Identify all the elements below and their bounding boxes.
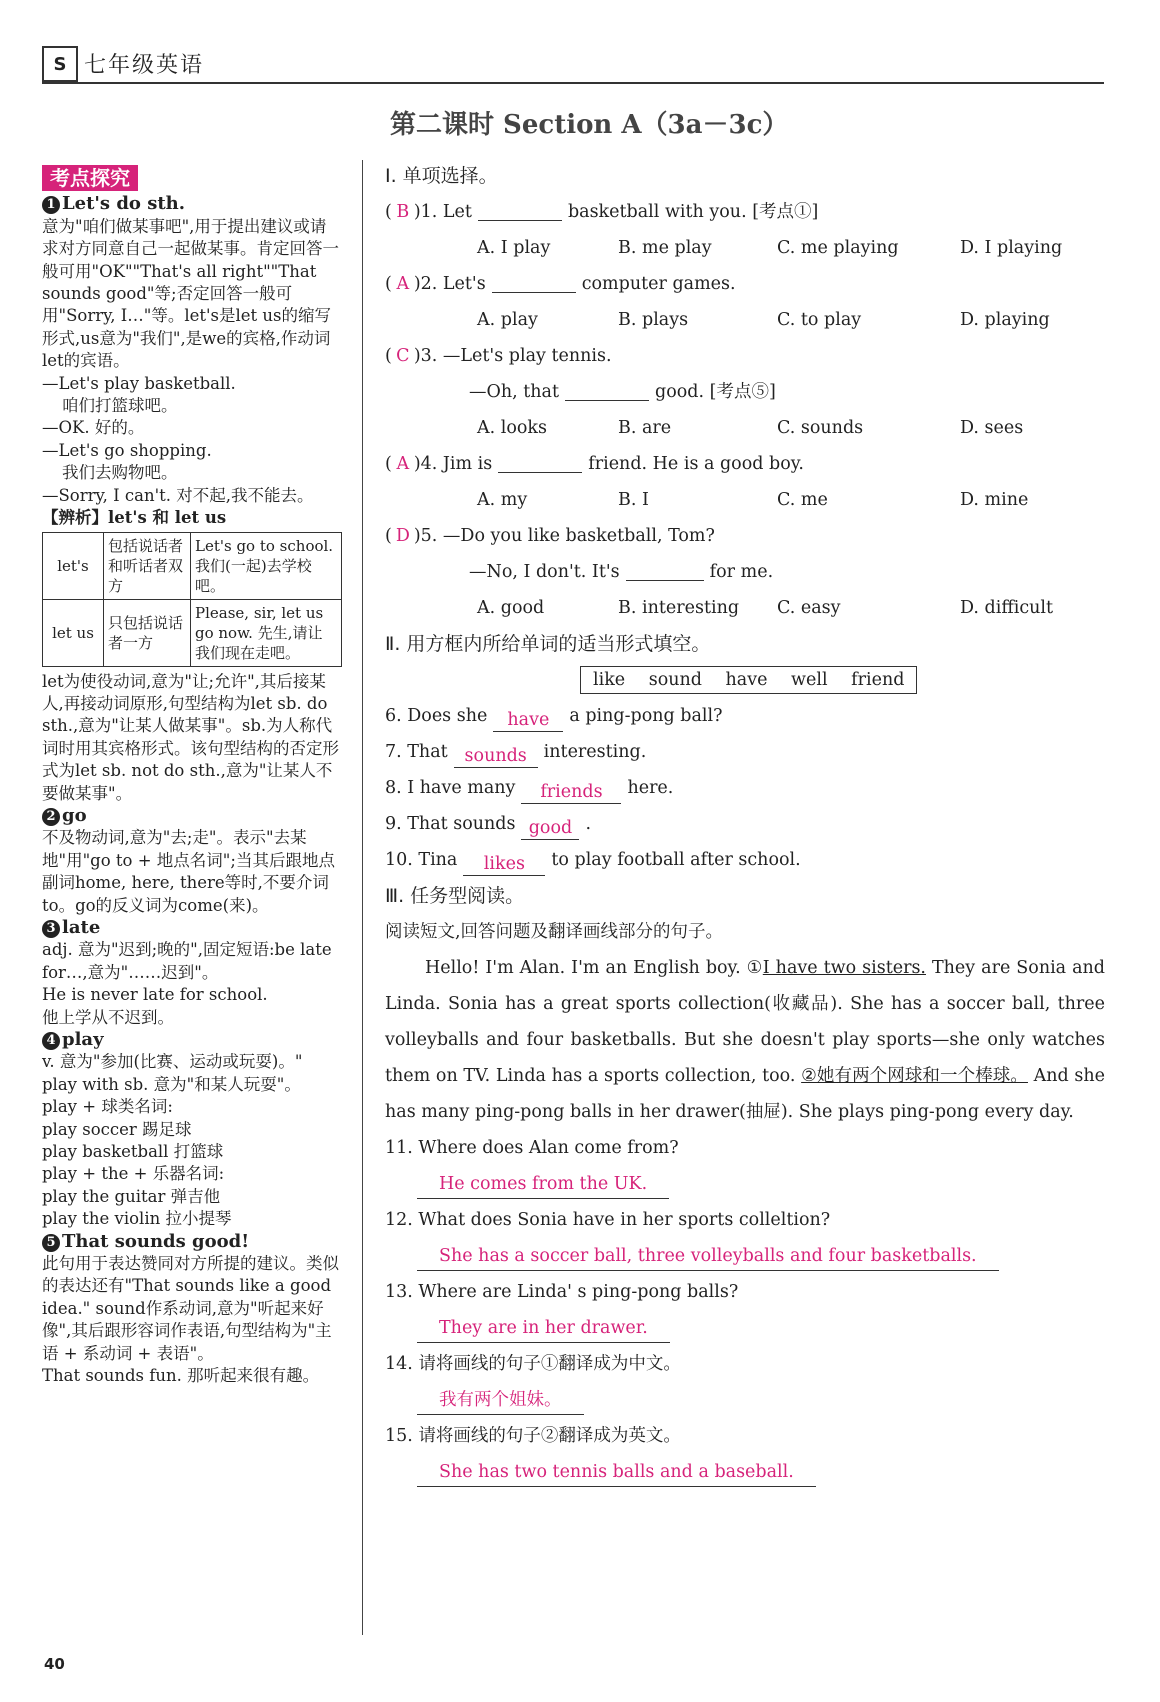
- key-point-2-text: 不及物动词,意为"去;走"。表示"去某地"用"go to + 地点名词";当其后跟地点副词home, here, there等时,不要介词to。go的反义词为come(来)。: [42, 828, 335, 915]
- fill-question: 7. That sounds interesting.: [385, 742, 647, 766]
- key-point-4-line: play the guitar 弹吉他: [42, 1186, 221, 1206]
- word-box-row: [385, 662, 1105, 698]
- table-row: let's 包括说话者和听话者双方 Let's go to school. 我们(一起)去学校吧。: [43, 532, 342, 599]
- key-point-1-text: 意为"咱们做某事吧",用于提出建议或请求对方同意自己一起做某事。肯定回答一般可用"OK""That's all right""That sounds good"等;否定回答一般可用"Sorry, I…"等。let's是let us的缩写形式,us意为"我们",是we的宾格,作动词let的宾语。: [42, 216, 339, 371]
- section-1-heading: Ⅰ. 单项选择。: [385, 165, 498, 187]
- answer-blank: likes: [463, 853, 545, 876]
- reading-question: 11. Where does Alan come from?: [385, 1138, 679, 1158]
- table-row: let us 只包括说话者一方 Please, sir, let us go now. 先生,请让我们现在走吧。: [43, 599, 342, 666]
- reading-passage: Hello! I'm Alan. I'm an English boy. ①I have two sisters. They are Sonia and Linda. Sonia has a great sports collection(收藏品). She has a soccer ball, three volleyballs and four basketballs. But she doesn't play sports—she only watches them on TV. Linda has a sports collection, too. ②她有两个网球和一个棒球。 And she has many ping-pong balls in her drawer(抽屉). She plays ping-pong every day.: [385, 958, 1106, 1122]
- fill-question: 10. Tina likes to play football after school.: [385, 850, 801, 874]
- answer-blank: [626, 558, 704, 581]
- key-point-1-title: 1 Let's do sth.: [42, 193, 342, 215]
- mc-options: A. good B. interesting C. easy D. difficult: [477, 598, 1054, 618]
- answer-blank: sounds: [454, 745, 538, 768]
- example-line: 我们去购物吧。: [62, 463, 178, 483]
- example-line: That sounds fun. 那听起来很有趣。: [42, 1366, 320, 1386]
- analysis-heading: 【辨析】let's 和 let us: [42, 508, 227, 528]
- answer-mark: A: [396, 274, 410, 294]
- answer-blank: [478, 198, 562, 221]
- reading-instructions: 阅读短文,回答问题及翻译画线部分的句子。: [385, 922, 724, 942]
- key-point-3-text: adj. 意为"迟到;晚的",固定短语:be late for…,意为"……迟到"。: [42, 940, 332, 982]
- key-point-5-text: 此句用于表达赞同对方所提的建议。类似的表达还有"That sounds like a good idea." sound作系动词,意为"听起来好像",其后跟形容词作表语,句型结构为"主语 + 系动词 + 表语"。: [42, 1254, 339, 1363]
- underlined-sentence-1: I have two sisters.: [762, 958, 926, 978]
- mc-question-line2: —No, I don't. It's for me.: [385, 554, 1105, 590]
- publisher-logo: S: [42, 46, 78, 82]
- answer-blank: friends: [521, 781, 621, 804]
- example-line: He is never late for school.: [42, 985, 268, 1005]
- reading-question: 13. Where are Linda' s ping-pong balls?: [385, 1282, 739, 1302]
- key-point-4-line: play basketball 打篮球: [42, 1142, 224, 1162]
- key-point-4-title: 4 play: [42, 1029, 342, 1051]
- fill-question: 9. That sounds good .: [385, 814, 592, 838]
- key-point-4-line: v. 意为"参加(比赛、运动或玩耍)。": [42, 1052, 303, 1072]
- mc-options: A. I play B. me play C. me playing D. I playing: [477, 238, 1063, 258]
- answer-mark: D: [395, 526, 410, 546]
- lesson-title: 第二课时 Section A（3a－3c）: [390, 110, 789, 140]
- key-point-4-line: play with sb. 意为"和某人玩耍"。: [42, 1074, 301, 1094]
- answer-blank: [565, 378, 649, 401]
- example-line: 咱们打篮球吧。: [62, 396, 178, 416]
- word-box: like sound have well friend: [580, 666, 917, 694]
- exercises-column: [385, 158, 1105, 1490]
- answer-mark: C: [396, 346, 410, 366]
- mc-question: ( D )5. —Do you like basketball, Tom?: [385, 518, 1105, 554]
- let-explanation: let为使役动词,意为"让;允许",其后接某人,再接动词原形,句型结构为let sb. do sth.,意为"让某人做某事"。sb.为人称代词时用其宾格形式。该句型结构的否定形式为let sb. not do sth.,意为"让某人不要做某事"。: [42, 671, 339, 803]
- column-divider: [362, 160, 363, 1635]
- section-2-heading: Ⅱ. 用方框内所给单词的适当形式填空。: [385, 633, 711, 655]
- page-number: 40: [44, 1655, 65, 1673]
- book-title: 七年级英语: [84, 53, 205, 78]
- fill-question: 8. I have many friends here.: [385, 778, 674, 802]
- example-line: —Let's play basketball.: [42, 373, 236, 393]
- key-points-column: [42, 165, 342, 1388]
- section-3-heading: Ⅲ. 任务型阅读。: [385, 885, 525, 907]
- mc-question-line2: —Oh, that good. [考点⑤]: [385, 374, 1105, 410]
- page-header: [42, 42, 1104, 84]
- comparison-table: [42, 532, 342, 667]
- answer-line: 我有两个姐妹。: [385, 1382, 1105, 1418]
- key-point-5-title: 5 That sounds good!: [42, 1231, 342, 1253]
- key-point-4-line: play + 球类名词:: [42, 1097, 173, 1117]
- mc-options: A. my B. I C. me D. mine: [477, 490, 1029, 510]
- mc-question: ( A )4. Jim is friend. He is a good boy.: [385, 446, 1105, 482]
- key-point-2-title: 2 go: [42, 805, 342, 827]
- reading-question: 14. 请将画线的句子①翻译成为中文。: [385, 1354, 681, 1374]
- mc-question: ( C )3. —Let's play tennis.: [385, 338, 1105, 374]
- reading-question: 12. What does Sonia have in her sports colleltion?: [385, 1210, 831, 1230]
- section-badge: 考点探究: [42, 165, 138, 191]
- mc-question: ( A )2. Let's computer games.: [385, 266, 1105, 302]
- example-line: 他上学从不迟到。: [42, 1007, 174, 1027]
- answer-blank: [498, 450, 582, 473]
- key-point-4-line: play + the + 乐器名词:: [42, 1164, 225, 1184]
- answer-line: They are in her drawer.: [385, 1310, 1105, 1346]
- answer-line: She has a soccer ball, three volleyballs and four basketballs.: [385, 1238, 1105, 1274]
- mc-options: A. play B. plays C. to play D. playing: [477, 310, 1050, 330]
- reading-question: 15. 请将画线的句子②翻译成为英文。: [385, 1426, 681, 1446]
- key-point-4-line: play soccer 踢足球: [42, 1119, 192, 1139]
- key-point-4-line: play the violin 拉小提琴: [42, 1209, 232, 1229]
- example-line: —OK. 好的。: [42, 418, 145, 438]
- fill-question: 6. Does she have a ping-pong ball?: [385, 706, 723, 730]
- answer-line: She has two tennis balls and a baseball.: [385, 1454, 1105, 1490]
- answer-mark: B: [396, 202, 410, 222]
- mc-question: ( B )1. Let basketball with you. [考点①]: [385, 194, 1105, 230]
- answer-blank: have: [493, 709, 563, 732]
- key-point-3-title: 3 late: [42, 917, 342, 939]
- underlined-sentence-2: ②她有两个网球和一个棒球。: [801, 1066, 1028, 1086]
- answer-blank: [492, 270, 576, 293]
- answer-line: He comes from the UK.: [385, 1166, 1105, 1202]
- example-line: —Let's go shopping.: [42, 440, 212, 460]
- answer-blank: good: [521, 817, 579, 840]
- answer-mark: A: [396, 454, 410, 474]
- example-line: —Sorry, I can't. 对不起,我不能去。: [42, 485, 314, 505]
- mc-options: A. looks B. are C. sounds D. sees: [477, 418, 1024, 438]
